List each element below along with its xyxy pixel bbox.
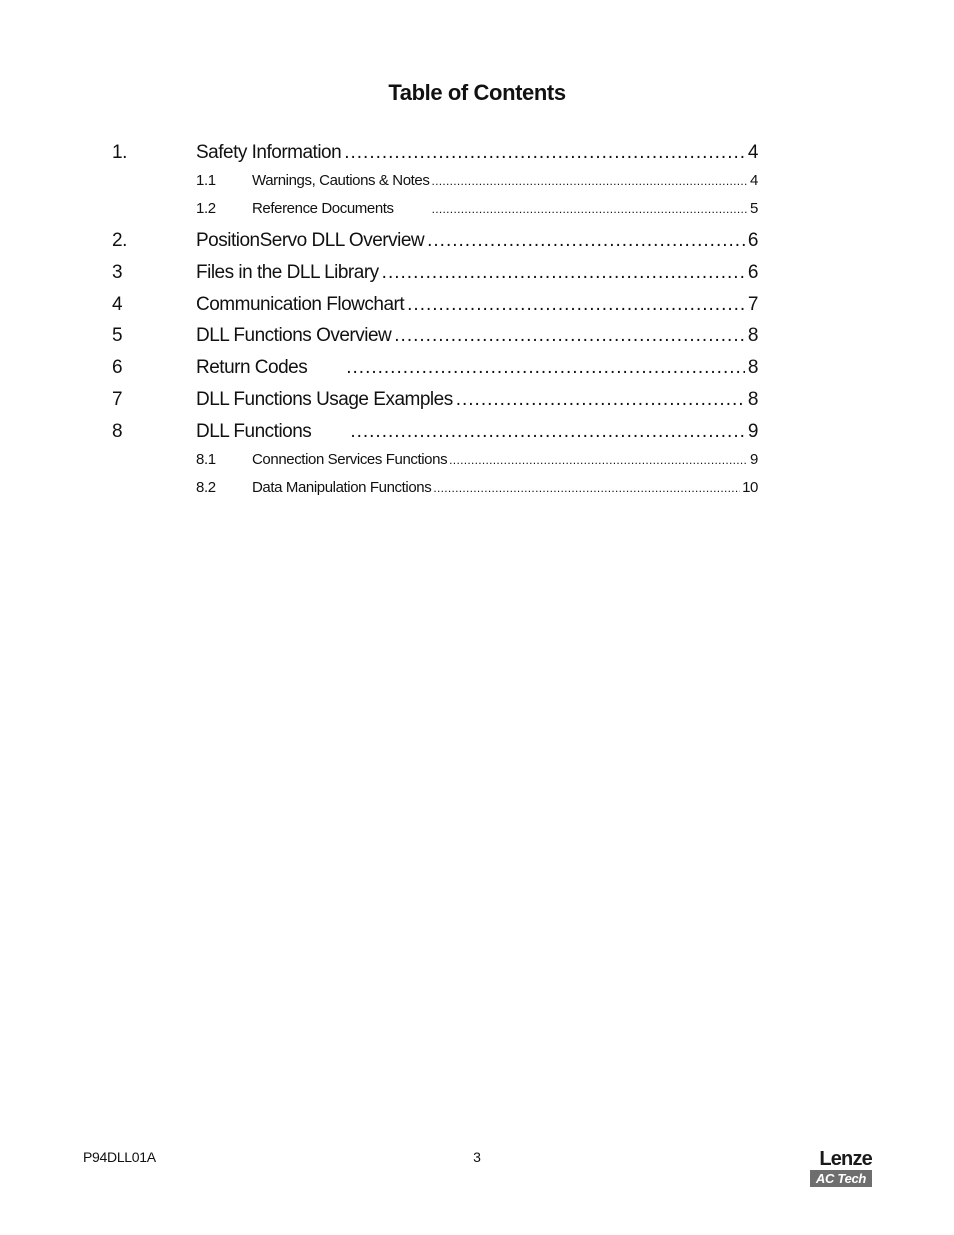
toc-leader-dots — [350, 421, 745, 443]
toc-entry-label: Warnings, Cautions & Notes — [252, 172, 430, 189]
logo-sub-text: AC Tech — [810, 1170, 872, 1187]
toc-entry-label: DLL Functions — [196, 421, 312, 442]
toc-leader-dots — [456, 389, 745, 411]
toc-entry[interactable] — [112, 142, 758, 168]
toc-entry-label: Data Manipulation Functions — [252, 479, 432, 496]
toc-subentry[interactable] — [112, 172, 758, 194]
toc-leader-dots — [432, 202, 748, 216]
toc-entry-page: 5 — [750, 200, 758, 217]
toc-leader-dots — [346, 357, 745, 379]
toc-entry-number: 1.2 — [196, 200, 216, 217]
toc-entry-number: 1.1 — [196, 172, 216, 189]
toc-entry-number: 5 — [112, 325, 123, 346]
toc-entry-label: Return Codes — [196, 357, 308, 378]
toc-leader-dots — [427, 230, 745, 252]
toc-entry[interactable] — [112, 230, 758, 256]
page-title: Table of Contents — [388, 80, 566, 105]
toc-entry-label: Files in the DLL Library — [196, 262, 379, 283]
toc-entry-page: 8 — [747, 325, 758, 346]
toc-entry-page: 9 — [747, 421, 758, 442]
toc-entry-page: 6 — [747, 262, 758, 283]
toc-entry-number: 1. — [112, 142, 127, 163]
toc-entry[interactable] — [112, 357, 758, 383]
toc-entry-number: 8.2 — [196, 479, 216, 496]
toc-entry-page: 10 — [742, 479, 758, 496]
toc-entry-number: 8 — [112, 421, 123, 442]
toc-entry-page: 8 — [747, 357, 758, 378]
logo-brand-text: Lenze — [819, 1148, 872, 1170]
toc-leader-dots — [407, 294, 745, 316]
toc-subentry[interactable] — [112, 479, 758, 501]
toc-entry-page: 4 — [750, 172, 758, 189]
toc-entry-page: 8 — [747, 389, 758, 410]
toc-entry[interactable] — [112, 325, 758, 351]
toc-entry-page: 6 — [747, 230, 758, 251]
toc-entry-number: 7 — [112, 389, 123, 410]
toc-entry[interactable] — [112, 421, 758, 447]
document-code: P94DLL01A — [83, 1149, 156, 1165]
toc-entry-number: 3 — [112, 262, 123, 283]
toc-leader-dots — [382, 262, 745, 284]
toc-entry-label: DLL Functions Overview — [196, 325, 392, 346]
toc-entry[interactable] — [112, 262, 758, 288]
toc-entry-number: 6 — [112, 357, 123, 378]
toc-leader-dots — [433, 481, 740, 495]
toc-entry-number: 2. — [112, 230, 127, 251]
toc-entry-label: Reference Documents — [252, 200, 394, 217]
toc-entry-label: Safety Information — [196, 142, 342, 163]
toc-entry-label: PositionServo DLL Overview — [196, 230, 425, 251]
toc-entry[interactable] — [112, 294, 758, 320]
toc-subentry[interactable] — [112, 451, 758, 473]
toc-subentry[interactable] — [112, 200, 758, 222]
toc-entry-label: Connection Services Functions — [252, 451, 448, 468]
toc-entry-page: 9 — [750, 451, 758, 468]
toc-entry-page: 4 — [747, 142, 758, 163]
toc-entry-label: Communication Flowchart — [196, 294, 405, 315]
toc-entry[interactable] — [112, 389, 758, 415]
toc-entry-page: 7 — [747, 294, 758, 315]
page-number: 3 — [473, 1149, 481, 1165]
toc-leader-dots — [344, 142, 745, 164]
toc-leader-dots — [449, 453, 748, 467]
toc-leader-dots — [431, 174, 748, 188]
toc-leader-dots — [394, 325, 745, 347]
toc-entry-number: 4 — [112, 294, 123, 315]
lenze-ac-tech-logo — [806, 1149, 872, 1187]
toc-entry-number: 8.1 — [196, 451, 216, 468]
toc-entry-label: DLL Functions Usage Examples — [196, 389, 453, 410]
